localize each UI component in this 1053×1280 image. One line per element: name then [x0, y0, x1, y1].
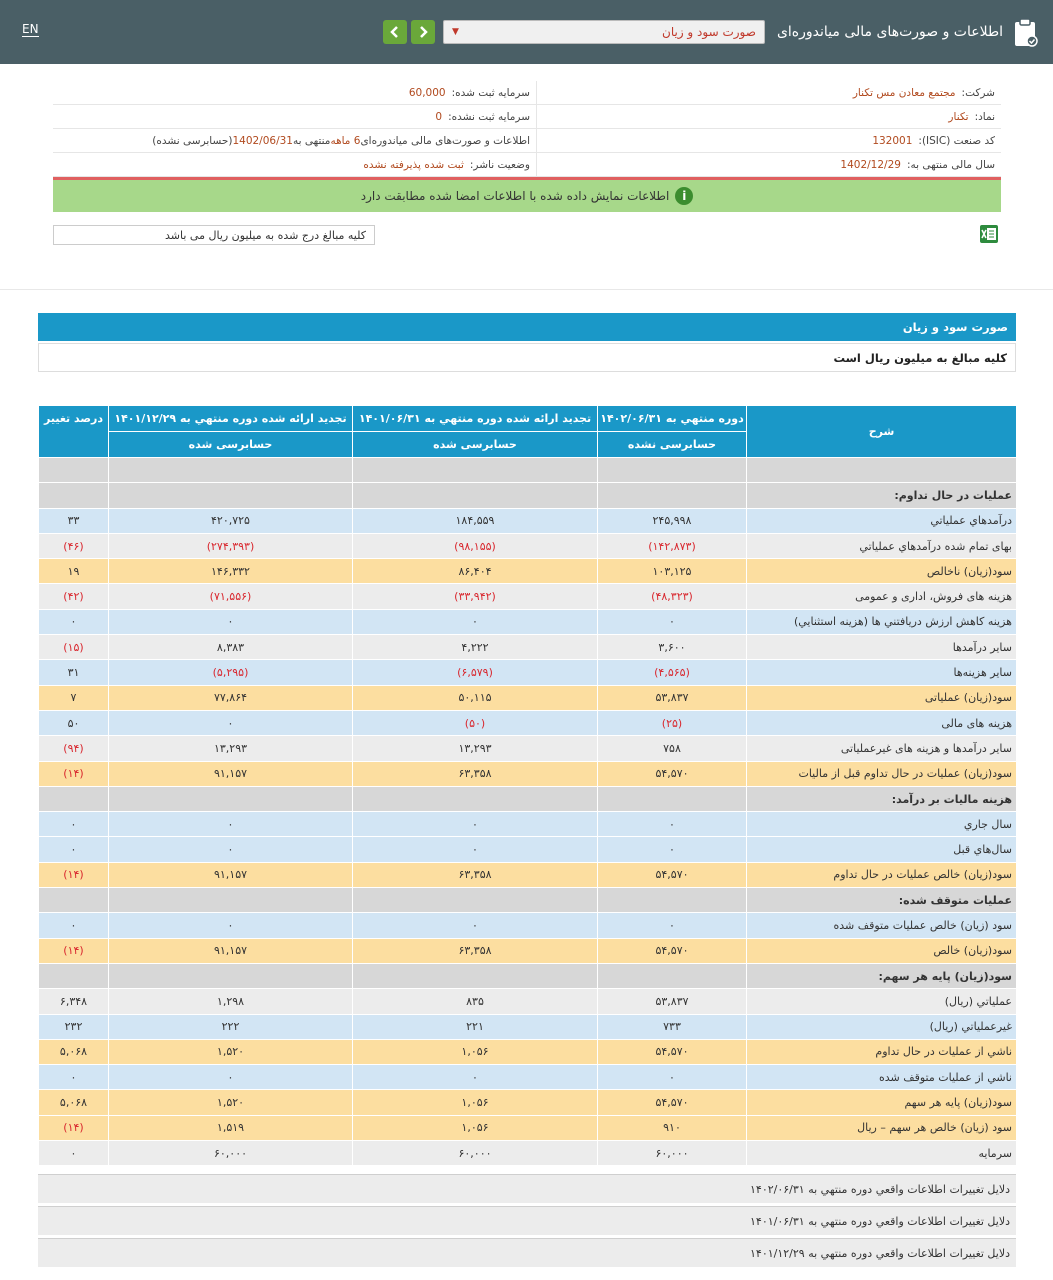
- row-value-c2: [353, 888, 598, 913]
- row-description: سود(زيان) ناخالص: [747, 559, 1017, 584]
- page-title: اطلاعات و صورت‌های مالی میاندوره‌ای: [776, 24, 1003, 40]
- table-row: [39, 736, 1017, 761]
- row-value-c2: ۰: [353, 837, 598, 862]
- row-value-c1: ۵۴,۵۷۰: [598, 938, 747, 963]
- row-value-c1: [598, 963, 747, 988]
- row-value-c1: [598, 888, 747, 913]
- row-value-c4: ۰: [39, 913, 109, 938]
- row-value-c4: (۴۲): [39, 584, 109, 609]
- row-description: عمليات متوقف شده:: [747, 888, 1017, 913]
- row-value-c2: ۱۸۴,۵۵۹: [353, 508, 598, 533]
- row-value-c2: ۰: [353, 812, 598, 837]
- row-value-c1: (۲۵): [598, 710, 747, 735]
- period-description-cell: اطلاعات و صورت‌های مالی میاندوره‌ای 6 ماهه منتهی به 1402/06/31 (حسابرسی نشده): [53, 129, 537, 152]
- company-info-panel: [53, 81, 1001, 212]
- row-value-c1: ۵۴,۵۷۰: [598, 761, 747, 786]
- row-value-c1: ۱۰۳,۱۲۵: [598, 559, 747, 584]
- table-row: [39, 837, 1017, 862]
- row-value-c3: ۴۲۰,۷۲۵: [109, 508, 353, 533]
- row-description: سود(زيان) عمليات در حال تداوم قبل از ماليات: [747, 761, 1017, 786]
- row-value-c4: [39, 483, 109, 508]
- row-value-c3: ۱,۵۲۰: [109, 1039, 353, 1064]
- row-value-c4: ۰: [39, 609, 109, 634]
- row-value-c3: ۹۱,۱۵۷: [109, 862, 353, 887]
- symbol-link[interactable]: تکنار: [948, 110, 969, 123]
- row-value-c2: ۶۳,۳۵۸: [353, 761, 598, 786]
- row-description: سود (زيان) خالص عمليات متوقف شده: [747, 913, 1017, 938]
- row-value-c1: (۴,۵۶۵): [598, 660, 747, 685]
- table-row: [39, 483, 1017, 508]
- row-value-c4: ۰: [39, 812, 109, 837]
- header-col2-sub: حسابرسی شده: [353, 432, 598, 458]
- table-row: [39, 584, 1017, 609]
- change-reason-row[interactable]: دلايل تغييرات اطلاعات واقعي دوره منتهي به ۱۴۰۱/۰۶/۳۱: [38, 1206, 1016, 1235]
- info-icon: i: [675, 187, 693, 205]
- table-row: [39, 458, 1017, 483]
- row-value-c3: ۱,۲۹۸: [109, 989, 353, 1014]
- row-value-c3: [109, 963, 353, 988]
- row-value-c1: ۷۵۸: [598, 736, 747, 761]
- amounts-unit-note: کلیه مبالغ درج شده به میلیون ریال می باشد: [53, 225, 375, 245]
- company-name-link[interactable]: مجتمع معادن مس تکنار: [852, 86, 956, 99]
- row-value-c1: ۰: [598, 837, 747, 862]
- row-description: سال جاري: [747, 812, 1017, 837]
- table-row: [39, 609, 1017, 634]
- row-value-c2: [353, 963, 598, 988]
- row-value-c3: ۲۲۲: [109, 1014, 353, 1039]
- signature-match-notice: i اطلاعات نمایش داده شده با اطلاعات امضا شده مطابقت دارد: [53, 180, 1001, 212]
- company-name-cell: شرکت: مجتمع معادن مس تکنار: [852, 86, 995, 99]
- table-row: [39, 533, 1017, 558]
- chevron-right-icon: [416, 25, 430, 39]
- row-description: سود(زيان) عملياتى: [747, 685, 1017, 710]
- row-description: عملیات در حال تداوم:: [747, 483, 1017, 508]
- row-value-c1: ۵۳,۸۳۷: [598, 989, 747, 1014]
- row-value-c1: ۰: [598, 609, 747, 634]
- row-description: سایر هزینه‌ها: [747, 660, 1017, 685]
- row-description: غيرعملياتي (ريال): [747, 1014, 1017, 1039]
- row-value-c3: ۱,۵۲۰: [109, 1090, 353, 1115]
- row-value-c4: ۲۳۲: [39, 1014, 109, 1039]
- row-value-c3: ۰: [109, 609, 353, 634]
- row-value-c1: ۵۴,۵۷۰: [598, 1090, 747, 1115]
- row-value-c1: ۵۴,۵۷۰: [598, 862, 747, 887]
- table-row: [39, 660, 1017, 685]
- row-value-c1: [598, 458, 747, 483]
- row-value-c2: ۸۳۵: [353, 989, 598, 1014]
- previous-report-button[interactable]: [383, 20, 407, 44]
- row-value-c1: ۰: [598, 812, 747, 837]
- table-row: [39, 888, 1017, 913]
- row-value-c3: ۷۷,۸۶۴: [109, 685, 353, 710]
- row-value-c1: [598, 483, 747, 508]
- row-value-c2: ۶۳,۳۵۸: [353, 938, 598, 963]
- row-value-c2: ۱,۰۵۶: [353, 1090, 598, 1115]
- row-description: سود(زيان) پايه هر سهم:: [747, 963, 1017, 988]
- section-title: صورت سود و زیان: [38, 313, 1016, 341]
- table-row: [39, 913, 1017, 938]
- excel-export-icon[interactable]: [979, 224, 999, 244]
- row-value-c4: [39, 888, 109, 913]
- table-row: [39, 1090, 1017, 1115]
- row-value-c3: ۸,۳۸۳: [109, 635, 353, 660]
- row-value-c2: ۱,۰۵۶: [353, 1039, 598, 1064]
- table-row: [39, 635, 1017, 660]
- row-value-c1: ۷۳۳: [598, 1014, 747, 1039]
- top-bar: [0, 0, 1053, 64]
- table-row: [39, 1039, 1017, 1064]
- row-value-c1: ۵۴,۵۷۰: [598, 1039, 747, 1064]
- row-description: ناشي از عمليات متوقف شده: [747, 1065, 1017, 1090]
- row-value-c4: ۳۳: [39, 508, 109, 533]
- row-value-c4: (۱۴): [39, 761, 109, 786]
- row-value-c3: (۷۱,۵۵۶): [109, 584, 353, 609]
- row-description: سود(زيان) خالص عمليات در حال تداوم: [747, 862, 1017, 887]
- table-row: [39, 786, 1017, 811]
- row-value-c4: ۵,۰۶۸: [39, 1039, 109, 1064]
- row-description: هزينه کاهش ارزش دريافتني ها (هزينه استثنايي): [747, 609, 1017, 634]
- row-value-c2: ۶۳,۳۵۸: [353, 862, 598, 887]
- row-value-c4: (۱۵): [39, 635, 109, 660]
- header-desc: شرح: [747, 406, 1017, 458]
- chevron-left-icon: [388, 25, 402, 39]
- table-row: [39, 862, 1017, 887]
- row-description: هزينه هاى فروش، ادارى و عمومى: [747, 584, 1017, 609]
- table-row: [39, 685, 1017, 710]
- table-row: [39, 812, 1017, 837]
- table-row: [39, 1141, 1017, 1166]
- row-value-c2: [353, 458, 598, 483]
- row-value-c1: ۲۴۵,۹۹۸: [598, 508, 747, 533]
- row-value-c3: [109, 888, 353, 913]
- row-value-c3: ۹۱,۱۵۷: [109, 761, 353, 786]
- change-reason-row[interactable]: دلايل تغييرات اطلاعات واقعي دوره منتهي به ۱۴۰۲/۰۶/۳۱: [38, 1174, 1016, 1203]
- row-value-c2: [353, 786, 598, 811]
- row-value-c4: [39, 786, 109, 811]
- row-value-c3: [109, 483, 353, 508]
- isic-cell: کد صنعت (ISIC): 132001: [872, 134, 995, 147]
- row-value-c4: (۱۴): [39, 1115, 109, 1140]
- row-value-c4: ۶,۳۴۸: [39, 989, 109, 1014]
- table-row: [39, 1065, 1017, 1090]
- publisher-status-cell: وضعیت ناشر: ثبت شده پذیرفته نشده: [53, 153, 537, 176]
- row-value-c2: ۰: [353, 609, 598, 634]
- row-value-c4: (۱۴): [39, 862, 109, 887]
- row-value-c3: ۱۴۶,۳۳۲: [109, 559, 353, 584]
- section-divider: [0, 289, 1053, 290]
- row-description: هزينه هاى مالى: [747, 710, 1017, 735]
- row-value-c2: ۶۰,۰۰۰: [353, 1141, 598, 1166]
- next-report-button[interactable]: [411, 20, 435, 44]
- header-col2: تجدید ارائه شده دوره منتهي به ۱۴۰۱/۰۶/۳۱: [353, 406, 598, 432]
- table-row: [39, 559, 1017, 584]
- row-value-c2: ۴,۲۲۲: [353, 635, 598, 660]
- row-description: [747, 458, 1017, 483]
- row-value-c3: ۹۱,۱۵۷: [109, 938, 353, 963]
- row-value-c4: ۱۹: [39, 559, 109, 584]
- row-value-c3: (۲۷۴,۳۹۳): [109, 533, 353, 558]
- change-reason-row[interactable]: دلايل تغييرات اطلاعات واقعي دوره منتهي به ۱۴۰۱/۱۲/۲۹: [38, 1238, 1016, 1267]
- row-value-c2: ۰: [353, 1065, 598, 1090]
- row-value-c4: ۳۱: [39, 660, 109, 685]
- row-value-c3: ۱,۵۱۹: [109, 1115, 353, 1140]
- row-value-c4: ۵,۰۶۸: [39, 1090, 109, 1115]
- row-value-c4: (۹۴): [39, 736, 109, 761]
- unregistered-capital-cell: سرمایه ثبت نشده: 0: [53, 105, 537, 128]
- table-row: [39, 508, 1017, 533]
- row-value-c2: ۱,۰۵۶: [353, 1115, 598, 1140]
- row-value-c4: [39, 963, 109, 988]
- table-row: [39, 989, 1017, 1014]
- row-value-c4: (۱۴): [39, 938, 109, 963]
- row-description: عملياتي (ريال): [747, 989, 1017, 1014]
- row-value-c2: ۱۳,۲۹۳: [353, 736, 598, 761]
- registered-capital-cell: سرمایه ثبت شده: 60,000: [53, 81, 537, 104]
- header-col1: دوره منتهي به ۱۴۰۲/۰۶/۳۱: [598, 406, 747, 432]
- row-value-c4: ۵۰: [39, 710, 109, 735]
- section-subtitle: کلیه مبالغ به میلیون ریال است: [38, 343, 1016, 372]
- row-value-c3: ۰: [109, 913, 353, 938]
- row-value-c4: ۰: [39, 1141, 109, 1166]
- row-value-c1: (۱۴۲,۸۷۳): [598, 533, 747, 558]
- row-description: ساير درآمدها و هزينه هاى غيرعملياتى: [747, 736, 1017, 761]
- row-value-c2: ۸۶,۴۰۴: [353, 559, 598, 584]
- row-value-c1: ۹۱۰: [598, 1115, 747, 1140]
- row-value-c4: ۰: [39, 1065, 109, 1090]
- report-type-value: صورت سود و زیان: [662, 25, 756, 39]
- header-change-percent: درصد تغییر: [39, 406, 109, 458]
- report-type-select[interactable]: [443, 20, 765, 44]
- row-value-c4: (۴۶): [39, 533, 109, 558]
- row-value-c1: ۰: [598, 1065, 747, 1090]
- row-value-c4: [39, 458, 109, 483]
- row-value-c3: ۶۰,۰۰۰: [109, 1141, 353, 1166]
- header-col1-sub: حسابرسی نشده: [598, 432, 747, 458]
- row-value-c2: ۲۲۱: [353, 1014, 598, 1039]
- fiscal-year-cell: سال مالی منتهی به: 1402/12/29: [840, 158, 995, 171]
- row-value-c2: [353, 483, 598, 508]
- row-value-c4: ۷: [39, 685, 109, 710]
- row-value-c2: ۵۰,۱۱۵: [353, 685, 598, 710]
- row-value-c1: ۳,۶۰۰: [598, 635, 747, 660]
- table-row: [39, 963, 1017, 988]
- row-value-c1: ۰: [598, 913, 747, 938]
- clipboard-icon: [1013, 17, 1039, 47]
- row-value-c3: [109, 458, 353, 483]
- row-description: بهاى تمام شده درآمدهاي عملياتي: [747, 533, 1017, 558]
- table-row: [39, 710, 1017, 735]
- row-value-c3: ۰: [109, 1065, 353, 1090]
- row-value-c3: (۵,۲۹۵): [109, 660, 353, 685]
- table-row: [39, 1014, 1017, 1039]
- row-value-c2: (۳۳,۹۴۲): [353, 584, 598, 609]
- row-value-c3: ۰: [109, 837, 353, 862]
- table-row: [39, 938, 1017, 963]
- row-description: درآمدهاي عملياتي: [747, 508, 1017, 533]
- row-description: سال‌هاي قبل: [747, 837, 1017, 862]
- language-switch-en[interactable]: EN: [22, 22, 39, 36]
- row-value-c2: (۵۰): [353, 710, 598, 735]
- row-value-c3: ۱۳,۲۹۳: [109, 736, 353, 761]
- row-description: سود (زيان) خالص هر سهم – ريال: [747, 1115, 1017, 1140]
- row-description: سود(زيان) خالص: [747, 938, 1017, 963]
- change-reasons-list: [38, 1174, 1016, 1270]
- dropdown-caret-icon: ▼: [451, 27, 459, 37]
- row-description: هزينه ماليات بر درآمد:: [747, 786, 1017, 811]
- row-value-c3: [109, 786, 353, 811]
- header-col3-sub: حسابرسی شده: [109, 432, 353, 458]
- row-description: ساير درآمدها: [747, 635, 1017, 660]
- row-value-c1: (۴۸,۳۲۳): [598, 584, 747, 609]
- row-description: ناشي از عمليات در حال تداوم: [747, 1039, 1017, 1064]
- row-description: سرمايه: [747, 1141, 1017, 1166]
- row-value-c4: ۰: [39, 837, 109, 862]
- row-value-c2: ۰: [353, 913, 598, 938]
- table-row: [39, 1115, 1017, 1140]
- row-value-c3: ۰: [109, 710, 353, 735]
- row-value-c2: (۹۸,۱۵۵): [353, 533, 598, 558]
- table-row: [39, 761, 1017, 786]
- income-statement-table: [38, 405, 1017, 1166]
- row-description: سود(زيان) پايه هر سهم: [747, 1090, 1017, 1115]
- row-value-c2: (۶,۵۷۹): [353, 660, 598, 685]
- row-value-c1: ۵۳,۸۳۷: [598, 685, 747, 710]
- symbol-cell: نماد: تکنار: [948, 110, 995, 123]
- header-col3: تجدید ارائه شده دوره منتهي به ۱۴۰۱/۱۲/۲۹: [109, 406, 353, 432]
- row-value-c1: [598, 786, 747, 811]
- row-value-c3: ۰: [109, 812, 353, 837]
- row-value-c1: ۶۰,۰۰۰: [598, 1141, 747, 1166]
